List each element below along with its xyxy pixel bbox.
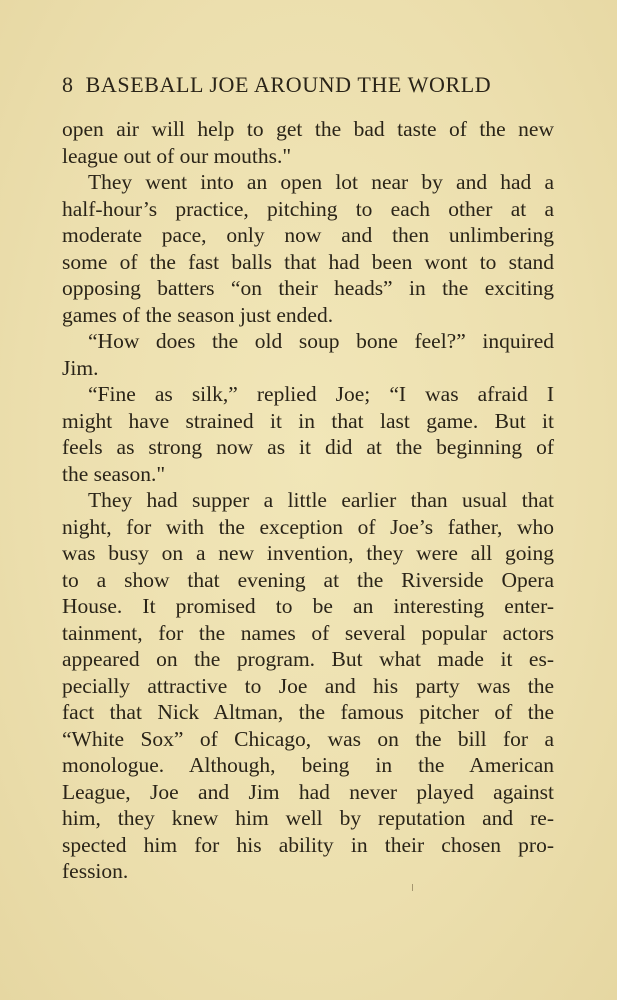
text-line: They had supper a little earlier than usual that (88, 488, 554, 512)
running-title: BASEBALL JOE AROUND THE WORLD (85, 72, 492, 97)
text-line: opposing batters “on their heads” in the exciting (62, 276, 554, 300)
text-line: feels as strong now as it did at the beginning of (62, 435, 554, 459)
text-line: open air will help to get the bad taste of the new (62, 117, 554, 141)
text-line: was busy on a new invention, they were all going (62, 541, 554, 565)
text-line: They went into an open lot near by and had a (88, 170, 554, 194)
text-line: fession. (62, 859, 129, 883)
text-line: monologue. Although, being in the American (62, 753, 554, 777)
text-line: appeared on the program. But what made it es- (62, 647, 554, 671)
page-number: 8 (62, 72, 74, 97)
text-line: some of the fast balls that had been wont to stand (62, 249, 554, 274)
running-head (62, 70, 562, 100)
text-line: Jim. (62, 355, 99, 380)
text-line: games of the season just ended. (62, 302, 334, 327)
text-line: night, for with the exception of Joe’s father, who (62, 514, 554, 539)
text-line: “How does the old soup bone feel?” inquired (88, 329, 554, 353)
text-line: league out of our mouths." (62, 143, 292, 168)
text-line: tainment, for the names of several popular actors (62, 620, 554, 645)
text-line: to a show that evening at the Riverside Opera (62, 567, 554, 592)
text-line: the season." (62, 461, 166, 486)
text-line: “White Sox” of Chicago, was on the bill for a (62, 726, 554, 751)
text-line: League, Joe and Jim had never played against (62, 779, 554, 804)
text-line: pecially attractive to Joe and his party was the (62, 673, 554, 698)
text-line: might have strained it in that last game. But it (62, 408, 554, 433)
text-line: spected him for his ability in their chosen pro- (62, 832, 554, 857)
text-line: “Fine as silk,” replied Joe; “I was afraid I (88, 382, 554, 406)
text-line: fact that Nick Altman, the famous pitcher of the (62, 700, 554, 724)
text-line: half-hour’s practice, pitching to each other at a (62, 196, 554, 221)
body-text (62, 116, 554, 885)
text-line: moderate pace, only now and then unlimbering (62, 223, 554, 247)
paper-speck (412, 884, 413, 891)
text-line: House. It promised to be an interesting enter- (62, 594, 554, 618)
text-line: him, they knew him well by reputation and re- (62, 806, 554, 830)
